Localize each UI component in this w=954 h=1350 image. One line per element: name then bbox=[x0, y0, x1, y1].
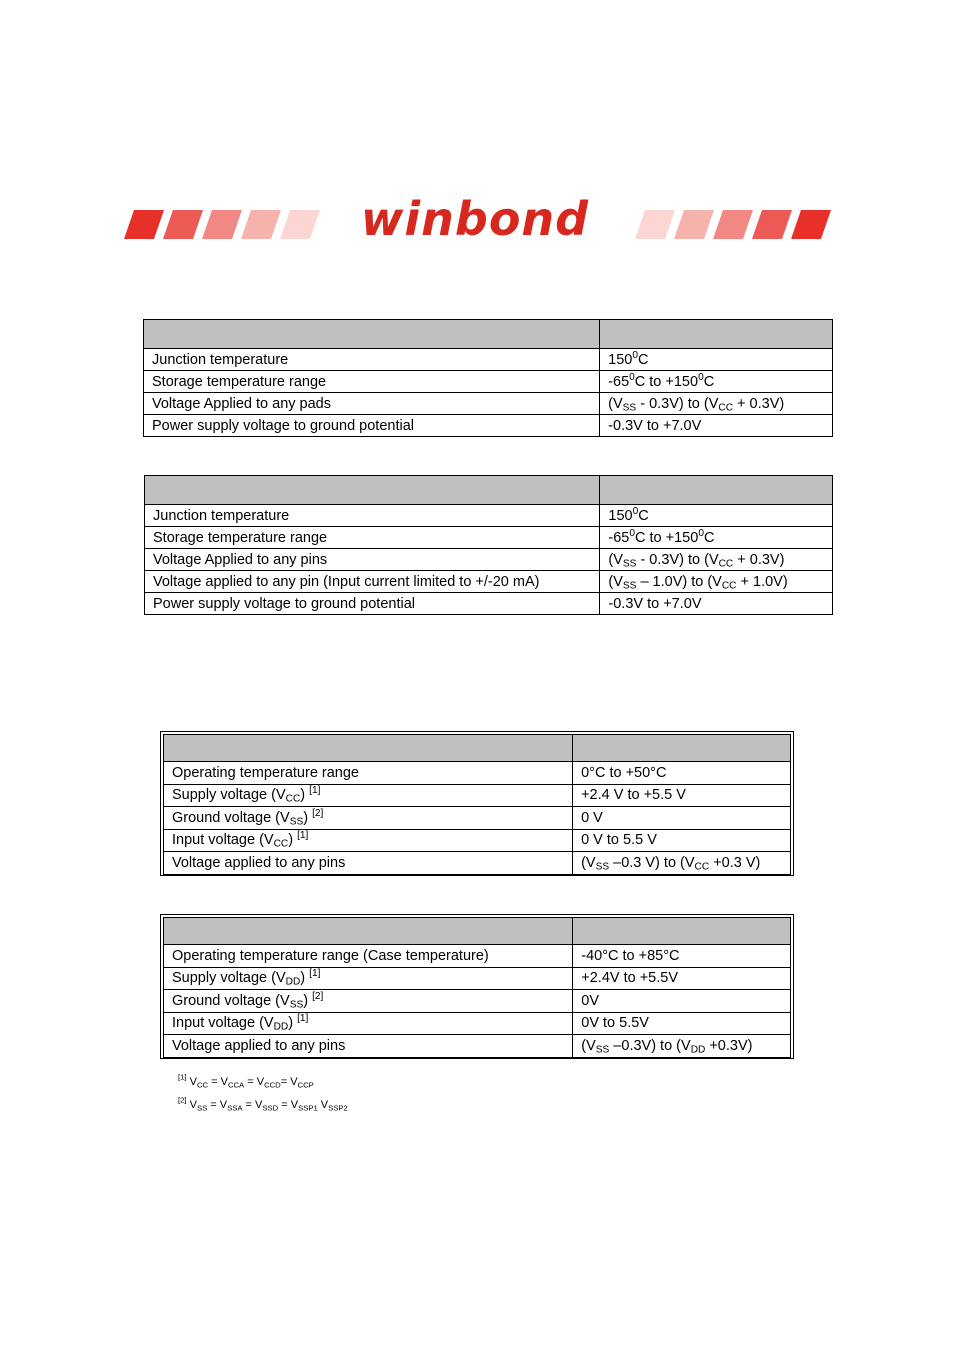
logo-wordmark: winbond bbox=[360, 198, 590, 242]
table-row bbox=[164, 807, 791, 830]
parameter-cell: Power supply voltage to ground potential bbox=[144, 415, 600, 437]
absolute-max-ratings-table-2 bbox=[144, 475, 833, 615]
table-header-cell bbox=[164, 735, 573, 762]
logo-stripe bbox=[163, 210, 203, 239]
logo-right-stripes bbox=[635, 210, 831, 239]
table-row bbox=[144, 371, 833, 393]
parameter-cell: Voltage applied to any pins bbox=[164, 852, 573, 875]
logo-stripe bbox=[635, 210, 675, 239]
operating-conditions-table-2 bbox=[163, 917, 791, 1058]
table-header-cell bbox=[145, 476, 600, 505]
rating-cell: ($V_{SS}$ –0.3 V) to ($V_{CC} +0.3$ V) bbox=[573, 852, 791, 875]
logo-stripe bbox=[713, 210, 753, 239]
table-row bbox=[164, 784, 791, 807]
table-row bbox=[145, 571, 833, 593]
rating-cell: 0V to 5.5V bbox=[573, 1012, 791, 1035]
table-row bbox=[144, 415, 833, 437]
parameter-cell: Operating temperature range bbox=[164, 762, 573, 785]
parameter-cell: Voltage applied to any pin (Input current limited to +/-20 mA) bbox=[145, 571, 600, 593]
table-row bbox=[145, 593, 833, 615]
parameter-cell: Storage temperature range bbox=[144, 371, 600, 393]
rating-cell: -40°C to +85°C bbox=[573, 945, 791, 968]
table-header-row bbox=[144, 320, 833, 349]
table-header-cell bbox=[164, 918, 573, 945]
table-row bbox=[145, 549, 833, 571]
parameter-cell: Junction temperature bbox=[144, 349, 600, 371]
rating-cell: $-65^0C$ to $+150^0C$ bbox=[600, 371, 833, 393]
logo-stripe bbox=[280, 210, 320, 239]
table-row bbox=[164, 967, 791, 990]
parameter-cell: Storage temperature range bbox=[145, 527, 600, 549]
logo-stripe bbox=[124, 210, 164, 239]
table-row bbox=[144, 393, 833, 415]
rating-cell: -0.3V to +7.0V bbox=[600, 593, 833, 615]
parameter-cell: Voltage Applied to any pads bbox=[144, 393, 600, 415]
parameter-cell: Input voltage $(V_{DD})$ [1] bbox=[164, 1012, 573, 1035]
footnote-2: [2] $V_{SS} = V_{SSA} = V_{SSD} = V_{SSP1}$ $V_{SSP2}$ bbox=[178, 1095, 348, 1113]
table-row bbox=[164, 1012, 791, 1035]
table-row bbox=[145, 527, 833, 549]
operating-conditions-table-1 bbox=[163, 734, 791, 875]
absolute-max-ratings-table-1 bbox=[143, 319, 833, 437]
table-header-cell bbox=[600, 476, 833, 505]
logo-left-stripes bbox=[124, 210, 320, 239]
table-header-row bbox=[145, 476, 833, 505]
table-header-row bbox=[164, 918, 791, 945]
table-row bbox=[164, 762, 791, 785]
parameter-cell: Voltage Applied to any pins bbox=[145, 549, 600, 571]
rating-cell: 0°C to +50°C bbox=[573, 762, 791, 785]
logo-stripe bbox=[752, 210, 792, 239]
table-row bbox=[145, 505, 833, 527]
parameter-cell: Ground voltage $(V_{SS})$ [2] bbox=[164, 990, 573, 1013]
logo-stripe bbox=[241, 210, 281, 239]
parameter-cell: Supply voltage $(V_{CC})$ [1] bbox=[164, 784, 573, 807]
parameter-cell: Ground voltage $(V_{SS})$ [2] bbox=[164, 807, 573, 830]
parameter-cell: Input voltage $(V_{CC})$ [1] bbox=[164, 829, 573, 852]
logo-stripe bbox=[674, 210, 714, 239]
footnote-1: [1] $V_{CC} = V_{CCA} = V_{CCD}= V_{CCP}$ bbox=[178, 1072, 314, 1090]
table-header-row bbox=[164, 735, 791, 762]
rating-cell: 0 V to 5.5 V bbox=[573, 829, 791, 852]
rating-cell: +2.4V to +5.5V bbox=[573, 967, 791, 990]
rating-cell: $(V_{SS} - 1.0V)$ to $(V_{CC} + 1.0V)$ bbox=[600, 571, 833, 593]
logo-stripe bbox=[791, 210, 831, 239]
rating-cell: ($V_{SS}$ –0.3V) to $(V_{DD} +0.3V)$ bbox=[573, 1035, 791, 1058]
table-header-cell bbox=[600, 320, 833, 349]
rating-cell: -0.3V to +7.0V bbox=[600, 415, 833, 437]
table-row bbox=[164, 852, 791, 875]
winbond-logo bbox=[120, 198, 834, 242]
rating-cell: $-65^0C$ to $+150^0C$ bbox=[600, 527, 833, 549]
rating-cell: $150^0C$ bbox=[600, 349, 833, 371]
rating-cell: 0V bbox=[573, 990, 791, 1013]
rating-cell: $(V_{SS} - 0.3V)$ to $(V_{CC} + 0.3V)$ bbox=[600, 393, 833, 415]
table-header-cell bbox=[144, 320, 600, 349]
parameter-cell: Power supply voltage to ground potential bbox=[145, 593, 600, 615]
table-row bbox=[164, 945, 791, 968]
parameter-cell: Operating temperature range (Case temperature) bbox=[164, 945, 573, 968]
table-header-cell bbox=[573, 735, 791, 762]
rating-cell: +2.4 V to +5.5 V bbox=[573, 784, 791, 807]
parameter-cell: Supply voltage $(V_{DD})$ [1] bbox=[164, 967, 573, 990]
rating-cell: 0 V bbox=[573, 807, 791, 830]
table-row bbox=[164, 990, 791, 1013]
rating-cell: $150^0C$ bbox=[600, 505, 833, 527]
parameter-cell: Voltage applied to any pins bbox=[164, 1035, 573, 1058]
table-row bbox=[164, 1035, 791, 1058]
rating-cell: $(V_{SS} - 0.3V)$ to $(V_{CC} + 0.3V)$ bbox=[600, 549, 833, 571]
logo-stripe bbox=[202, 210, 242, 239]
table-row bbox=[164, 829, 791, 852]
table-header-cell bbox=[573, 918, 791, 945]
table-row bbox=[144, 349, 833, 371]
parameter-cell: Junction temperature bbox=[145, 505, 600, 527]
